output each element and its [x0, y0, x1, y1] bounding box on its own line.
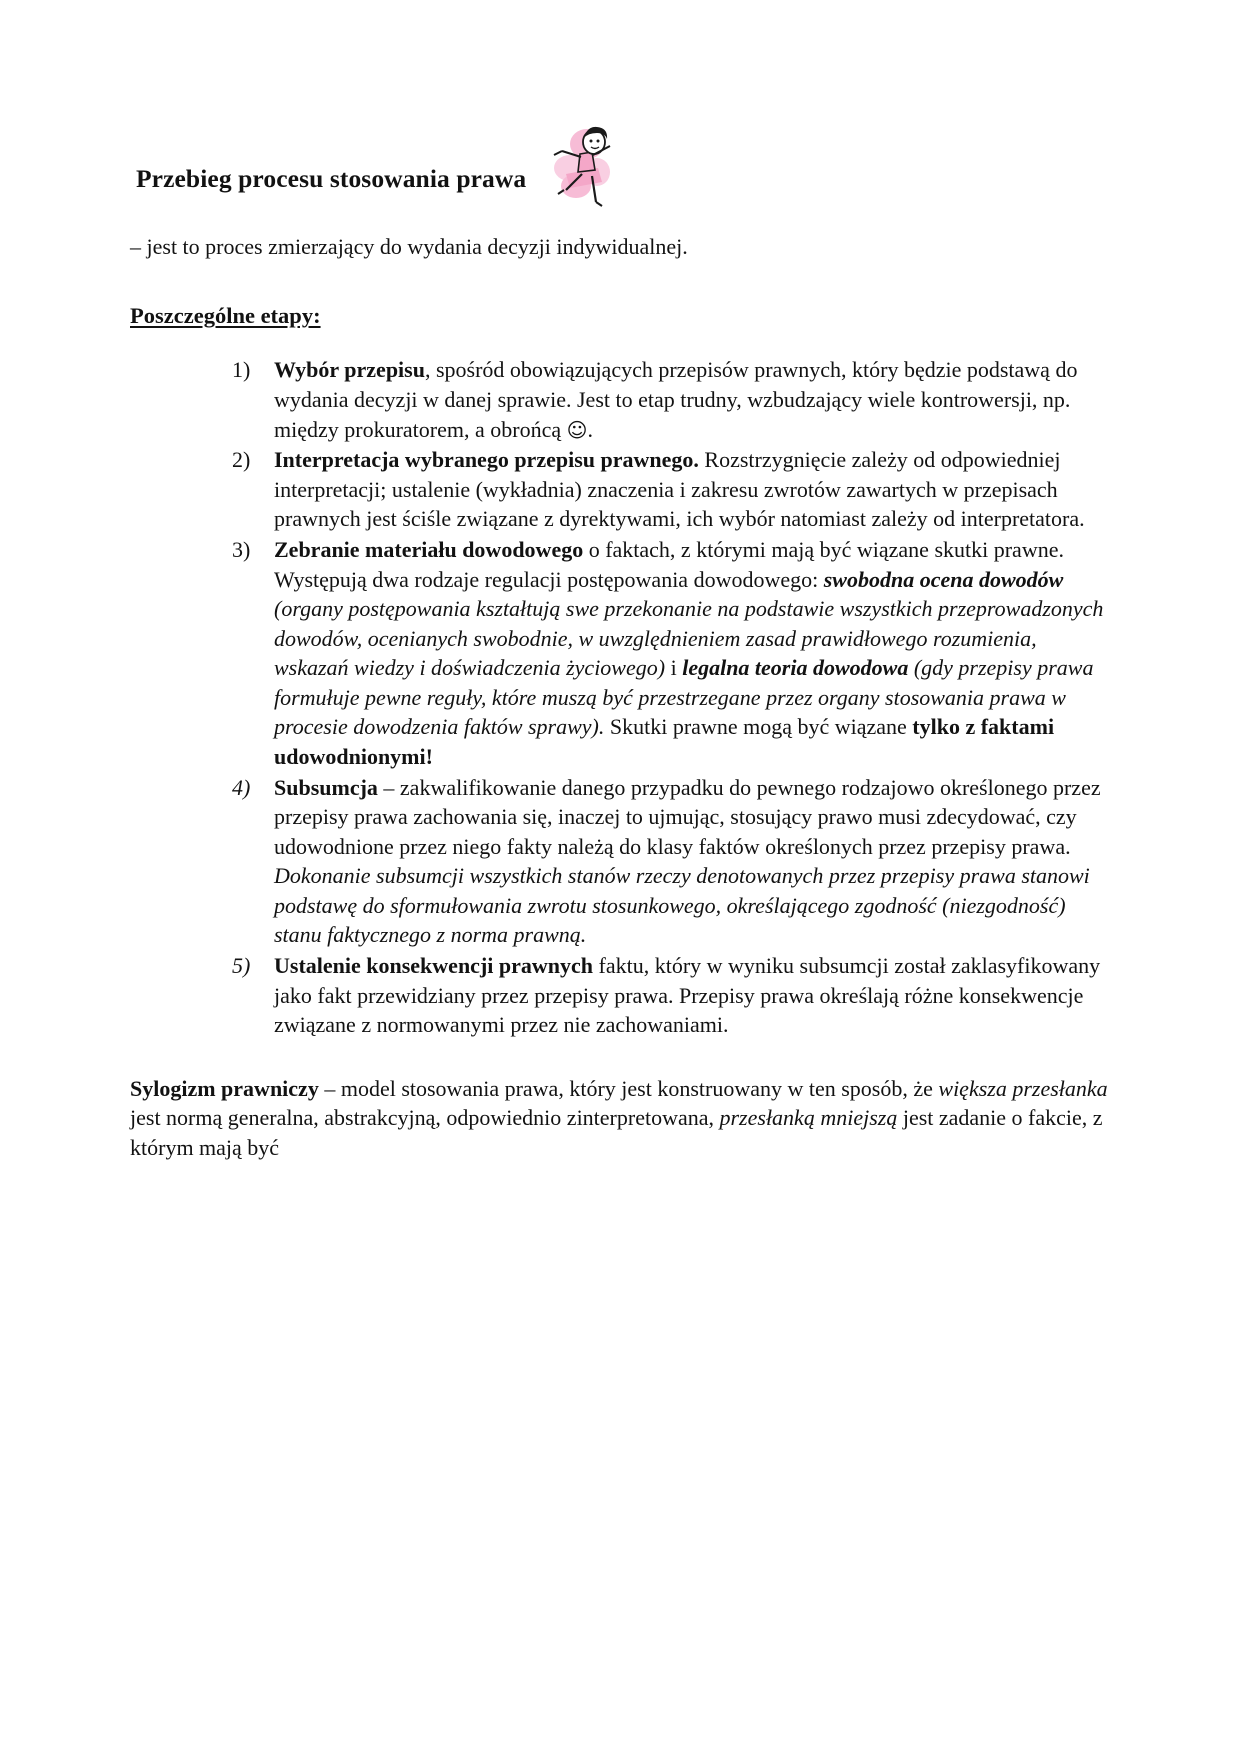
steps-list: [128, 355, 1112, 1039]
step-item-1: [128, 355, 1112, 444]
step-text: [274, 357, 1077, 441]
closing-run-4: przesłanką mniejszą: [719, 1105, 898, 1131]
step-marker: 5): [232, 953, 251, 979]
closing-run-1: – model stosowania prawa, który jest konstruowany w ten sposób, że: [318, 1075, 939, 1101]
closing-run-0: Sylogizm prawniczy: [130, 1075, 319, 1101]
step-marker: 3): [232, 536, 251, 562]
step-4-run-1: – zakwalifikowanie danego przypadku do pewnego rodzajowo określonego przez przepisy prawa zachowania się, inaczej to ujmując, stosujący prawo musi zdecydować, czy udowodnione przez niego fakty należą do klasy faktów określonych przez przepisy prawa.: [274, 774, 1101, 859]
closing-run-2: większa przesłanka: [938, 1075, 1108, 1101]
step-1-run-3: .: [587, 416, 593, 442]
step-1-run-0: Wybór przepisu: [274, 357, 425, 383]
step-item-5: [128, 951, 1112, 1040]
step-item-2: [128, 445, 1112, 534]
step-3-run-0: Zebranie materiału dowodowego: [274, 536, 584, 562]
step-text: [274, 775, 1101, 948]
closing-paragraph: [130, 1074, 1112, 1163]
step-marker: 2): [232, 447, 251, 473]
step-5-run-0: Ustalenie konsekwencji prawnych: [274, 953, 594, 979]
step-3-run-2: swobodna ocena dowodów: [823, 566, 1064, 592]
closing-run-5: jest zadanie o fakcie, z którym mają być: [130, 1105, 1103, 1160]
step-item-4: [128, 773, 1112, 950]
step-marker: 1): [232, 357, 251, 383]
step-3-run-7: Skutki prawne mogą być wiązane: [604, 714, 913, 740]
step-5-run-1: faktu, który w wyniku subsumcji został zaklasyfikowany jako fakt przewidziany przez przepisy prawa. Przepisy prawa określają różne konsekwencje związane z normowanymi przez nie zachowaniami.: [274, 953, 1101, 1038]
step-3-run-4: i: [670, 655, 683, 681]
step-1-run-2: ☺: [566, 417, 588, 442]
step-3-run-5: legalna teoria dowodowa: [682, 655, 914, 681]
section-heading-wrap: [128, 261, 1112, 329]
step-item-3: [128, 535, 1112, 772]
ballerina-clipart-icon: [540, 124, 618, 210]
step-text: [274, 953, 1100, 1037]
step-3-run-3: (organy postępowania kształtują swe przekonanie na podstawie wszystkich przeprowadzonych dowodów, ocenianych swobodnie, w uwzględnieniem zasad prawidłowego rozumienia, wskazań wiedzy i doświadczenia życiowego): [274, 596, 1104, 681]
step-text: [274, 537, 1103, 769]
step-2-run-1: Rozstrzygnięcie zależy od odpowiedniej interpretacji; ustalenie (wykładnia) znaczenia i zakresu zwrotów zawartych w przepisach prawnych jest ściśle związane z dyrektywami, ich wybór natomiast zależy od interpretatora.: [274, 447, 1085, 532]
step-marker: 4): [232, 774, 251, 800]
step-3-run-8: tylko z faktami udowodnionymi!: [274, 714, 1055, 769]
step-2-run-0: Interpretacja wybranego przepisu prawnego.: [274, 447, 699, 473]
closing-run-3: jest normą generalna, abstrakcyjną, odpowiednio zinterpretowana,: [130, 1105, 720, 1131]
document-header: [136, 118, 1112, 210]
lead-paragraph: – jest to proces zmierzający do wydania decyzji indywidualnej.: [130, 234, 688, 259]
step-text: [274, 447, 1085, 531]
step-4-run-2: Dokonanie subsumcji wszystkich stanów rzeczy denotowanych przez przepisy prawa stanowi podstawę do sformułowania zwrotu stosunkowego, określającego zgodność (niezgodność) stanu faktycznego z norma prawną.: [274, 863, 1090, 948]
step-3-run-6: (gdy przepisy prawa formułuje pewne reguły, które muszą być przestrzegane przez organy stosowania prawa w procesie dowodzenia faktów sprawy).: [274, 655, 1094, 740]
step-3-run-1: o faktach, z którymi mają być wiązane skutki prawne. Występują dwa rodzaje regulacji postępowania dowodowego:: [274, 536, 1064, 592]
page-title: Przebieg procesu stosowania prawa: [136, 164, 527, 193]
step-4-run-0: Subsumcja: [274, 774, 378, 800]
section-heading: Poszczególne etapy:: [130, 303, 321, 329]
step-1-run-1: , spośród obowiązujących przepisów prawnych, który będzie podstawą do wydania decyzji w danej sprawie. Jest to etap trudny, wzbudzający wiele kontrowersji, np. między prokuratorem, a obrońcą: [274, 357, 1078, 442]
